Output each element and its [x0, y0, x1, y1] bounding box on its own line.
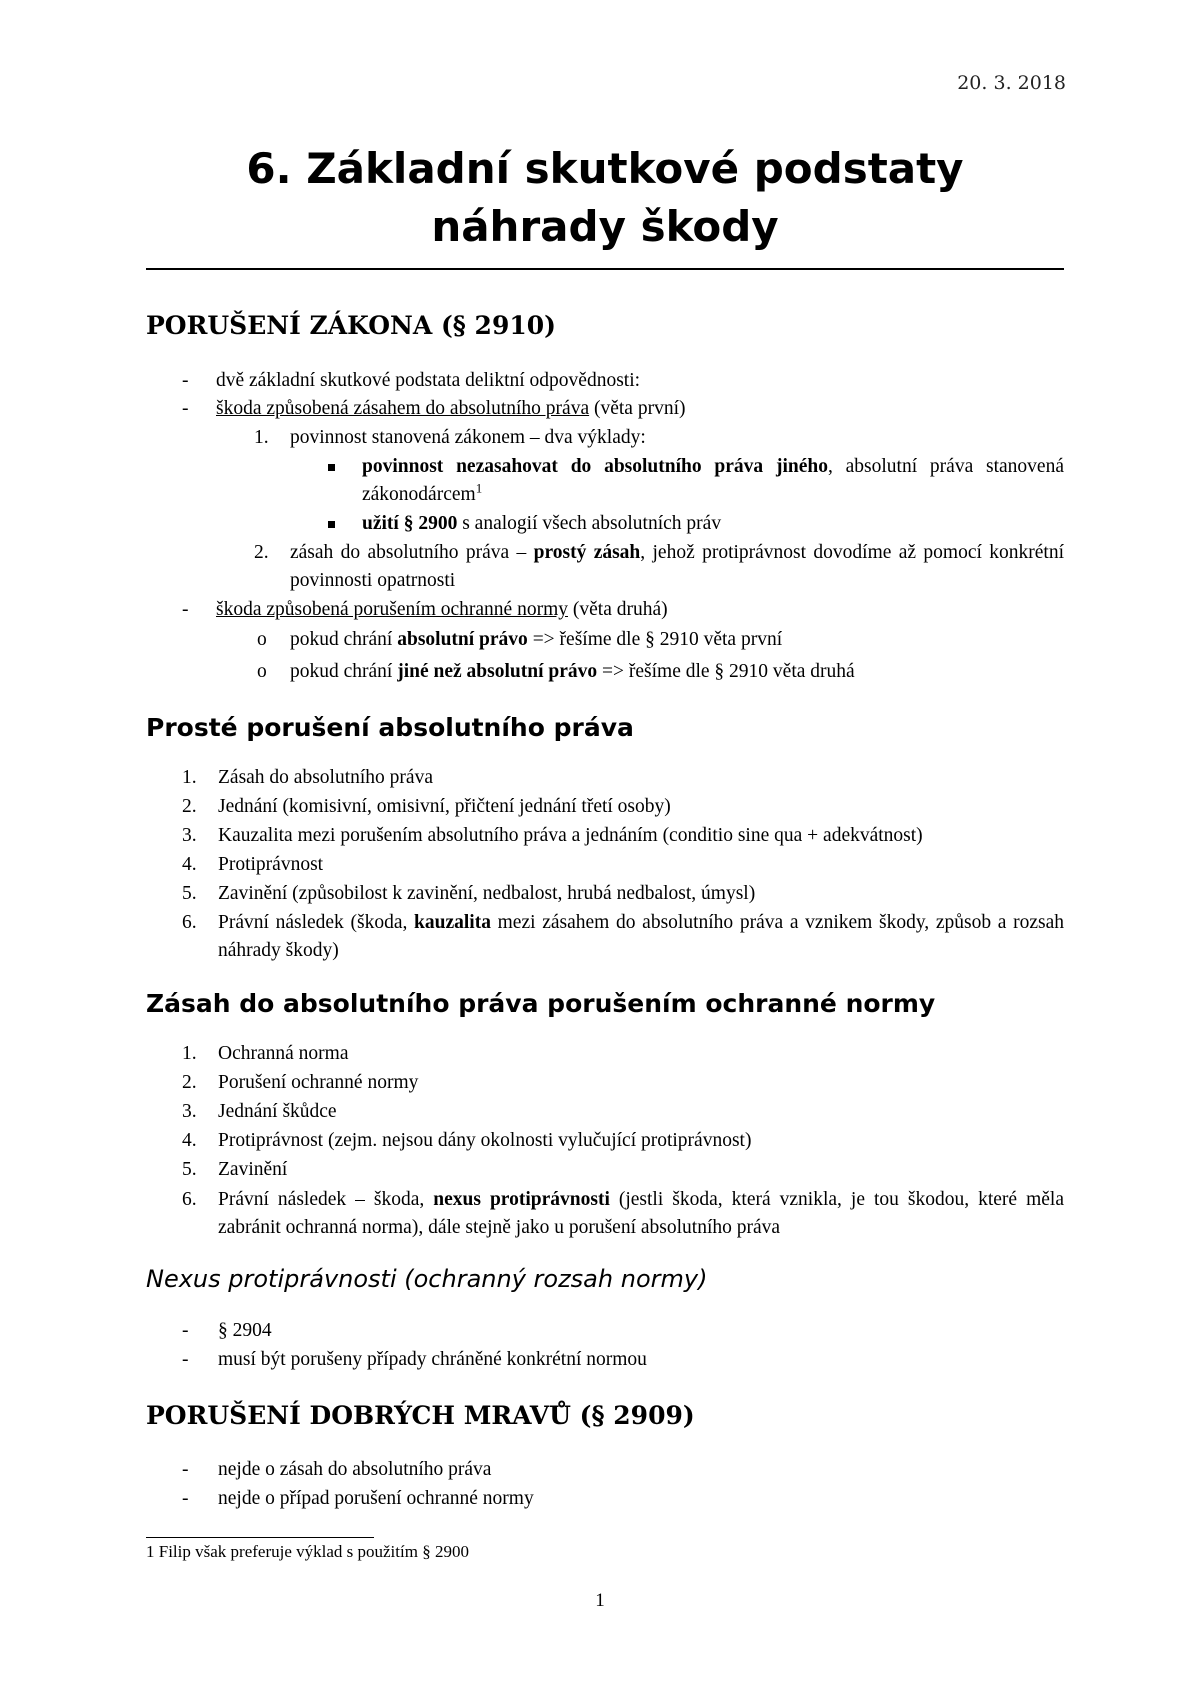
- footnote-ref: 1: [475, 480, 483, 496]
- number-marker: 5.: [182, 883, 197, 904]
- bold-text: nexus protiprávnosti: [433, 1189, 610, 1210]
- document-title: [146, 140, 1064, 256]
- dash-marker: -: [182, 398, 189, 419]
- underlined-text: škoda způsobená zásahem do absolutního práva: [216, 398, 590, 419]
- text-span: (věta druhá): [568, 599, 668, 620]
- list-item: Zásah do absolutního práva: [218, 767, 433, 788]
- section-heading-dobre-mravy: PORUŠENÍ DOBRÝCH MRAVŮ (§ 2909): [146, 1401, 695, 1430]
- list-item: [362, 453, 1064, 509]
- number-marker: 3.: [182, 825, 197, 846]
- text-span: => řešíme dle § 2910 věta první: [527, 629, 783, 650]
- footnote: 1 Filip však preferuje výklad s použitím § 2900: [146, 1542, 469, 1561]
- circle-marker: o: [257, 629, 267, 650]
- text-span: zásah do absolutního práva –: [290, 542, 534, 563]
- title-line-2: náhrady škody: [431, 202, 779, 251]
- list-item: Jednání (komisivní, omisivní, přičtení jednání třetí osoby): [218, 796, 671, 817]
- text-span: pokud chrání: [290, 661, 398, 682]
- text-span: Právní následek (škoda,: [218, 912, 415, 933]
- title-underline: [146, 268, 1064, 270]
- number-marker: 3.: [182, 1101, 197, 1122]
- number-marker: 1.: [182, 767, 197, 788]
- dash-marker: -: [182, 370, 189, 391]
- number-marker: 4.: [182, 1130, 197, 1151]
- underlined-text: škoda způsobená porušením ochranné normy: [216, 599, 568, 620]
- page-number: 1: [595, 1590, 605, 1611]
- number-marker: 5.: [182, 1159, 197, 1180]
- section-heading-poruseni-zakona: PORUŠENÍ ZÁKONA (§ 2910): [146, 311, 556, 340]
- text-span: pokud chrání: [290, 629, 398, 650]
- list-item: povinnost stanovená zákonem – dva výklady:: [290, 427, 646, 448]
- list-item: [218, 909, 1064, 965]
- footnote-separator: [146, 1537, 374, 1538]
- square-bullet-icon: [328, 464, 335, 471]
- number-marker: 2.: [182, 796, 197, 817]
- bold-text: užití § 2900: [362, 513, 458, 534]
- number-marker: 1.: [182, 1043, 197, 1064]
- list-item: Zavinění: [218, 1159, 288, 1180]
- list-item: [290, 539, 1064, 595]
- dash-marker: -: [182, 1488, 189, 1509]
- square-bullet-icon: [328, 521, 335, 528]
- list-item: nejde o případ porušení ochranné normy: [218, 1488, 534, 1509]
- list-item: [290, 658, 855, 686]
- list-item: Zavinění (způsobilost k zavinění, nedbalost, hrubá nedbalost, úmysl): [218, 883, 756, 904]
- dash-marker: -: [182, 1349, 189, 1370]
- number-marker: 4.: [182, 854, 197, 875]
- list-item: Kauzalita mezi porušením absolutního práva a jednáním (conditio sine qua + adekvátnost): [218, 825, 923, 846]
- list-item: § 2904: [218, 1320, 272, 1341]
- section-heading-nexus: Nexus protiprávnosti (ochranný rozsah normy): [146, 1265, 708, 1293]
- list-item: Ochranná norma: [218, 1043, 349, 1064]
- section-heading-proste-poruseni: Prosté porušení absolutního práva: [146, 713, 634, 742]
- list-item: [362, 510, 721, 538]
- text-span: , jehož protiprávnost dovodíme až pomocí konkrétní povinnosti opatrnosti: [290, 542, 1064, 591]
- list-item: [290, 626, 782, 654]
- text-span: (věta první): [589, 398, 686, 419]
- circle-marker: o: [257, 661, 267, 682]
- section-heading-ochranna-norma: Zásah do absolutního práva porušením ochranné normy: [146, 989, 936, 1018]
- list-item: [216, 395, 686, 423]
- list-item: Protiprávnost: [218, 854, 324, 875]
- dash-marker: -: [182, 1459, 189, 1480]
- list-item: [216, 596, 668, 624]
- list-item: Protiprávnost (zejm. nejsou dány okolnosti vylučující protiprávnost): [218, 1130, 752, 1151]
- text-span: Právní následek – škoda,: [218, 1189, 434, 1210]
- bold-text: povinnost nezasahovat do absolutního práva jiného: [362, 456, 828, 477]
- bold-text: kauzalita: [414, 912, 491, 933]
- text-span: (jestli škoda, která vznikla, je tou škodou, které měla zabránit ochranná norma), dále stejně jako u porušení absolutního práva: [218, 1189, 1064, 1238]
- text-span: s analogií všech absolutních práv: [457, 513, 722, 534]
- number-marker: 2.: [254, 542, 269, 563]
- bold-text: jiné než absolutní právo: [397, 661, 598, 682]
- list-item: Porušení ochranné normy: [218, 1072, 419, 1093]
- text-span: => řešíme dle § 2910 věta druhá: [597, 661, 855, 682]
- number-marker: 6.: [182, 1189, 197, 1210]
- number-marker: 6.: [182, 912, 197, 933]
- dash-marker: -: [182, 1320, 189, 1341]
- number-marker: 1.: [254, 427, 269, 448]
- list-item: musí být porušeny případy chráněné konkrétní normou: [218, 1349, 647, 1370]
- list-item: nejde o zásah do absolutního práva: [218, 1459, 492, 1480]
- number-marker: 2.: [182, 1072, 197, 1093]
- text-span: mezi zásahem do absolutního práva a vznikem škody, způsob a rozsah náhrady škody): [218, 912, 1064, 961]
- list-item: Jednání škůdce: [218, 1101, 337, 1122]
- list-item: [218, 1186, 1064, 1242]
- title-line-1: 6. Základní skutkové podstaty: [246, 144, 964, 193]
- text-span: , absolutní práva stanovená zákonodárcem: [362, 456, 1064, 505]
- list-item: dvě základní skutkové podstata deliktní odpovědnosti:: [216, 370, 641, 391]
- dash-marker: -: [182, 599, 189, 620]
- document-date: 20. 3. 2018: [957, 72, 1066, 94]
- bold-text: absolutní právo: [397, 629, 528, 650]
- bold-text: prostý zásah: [533, 542, 641, 563]
